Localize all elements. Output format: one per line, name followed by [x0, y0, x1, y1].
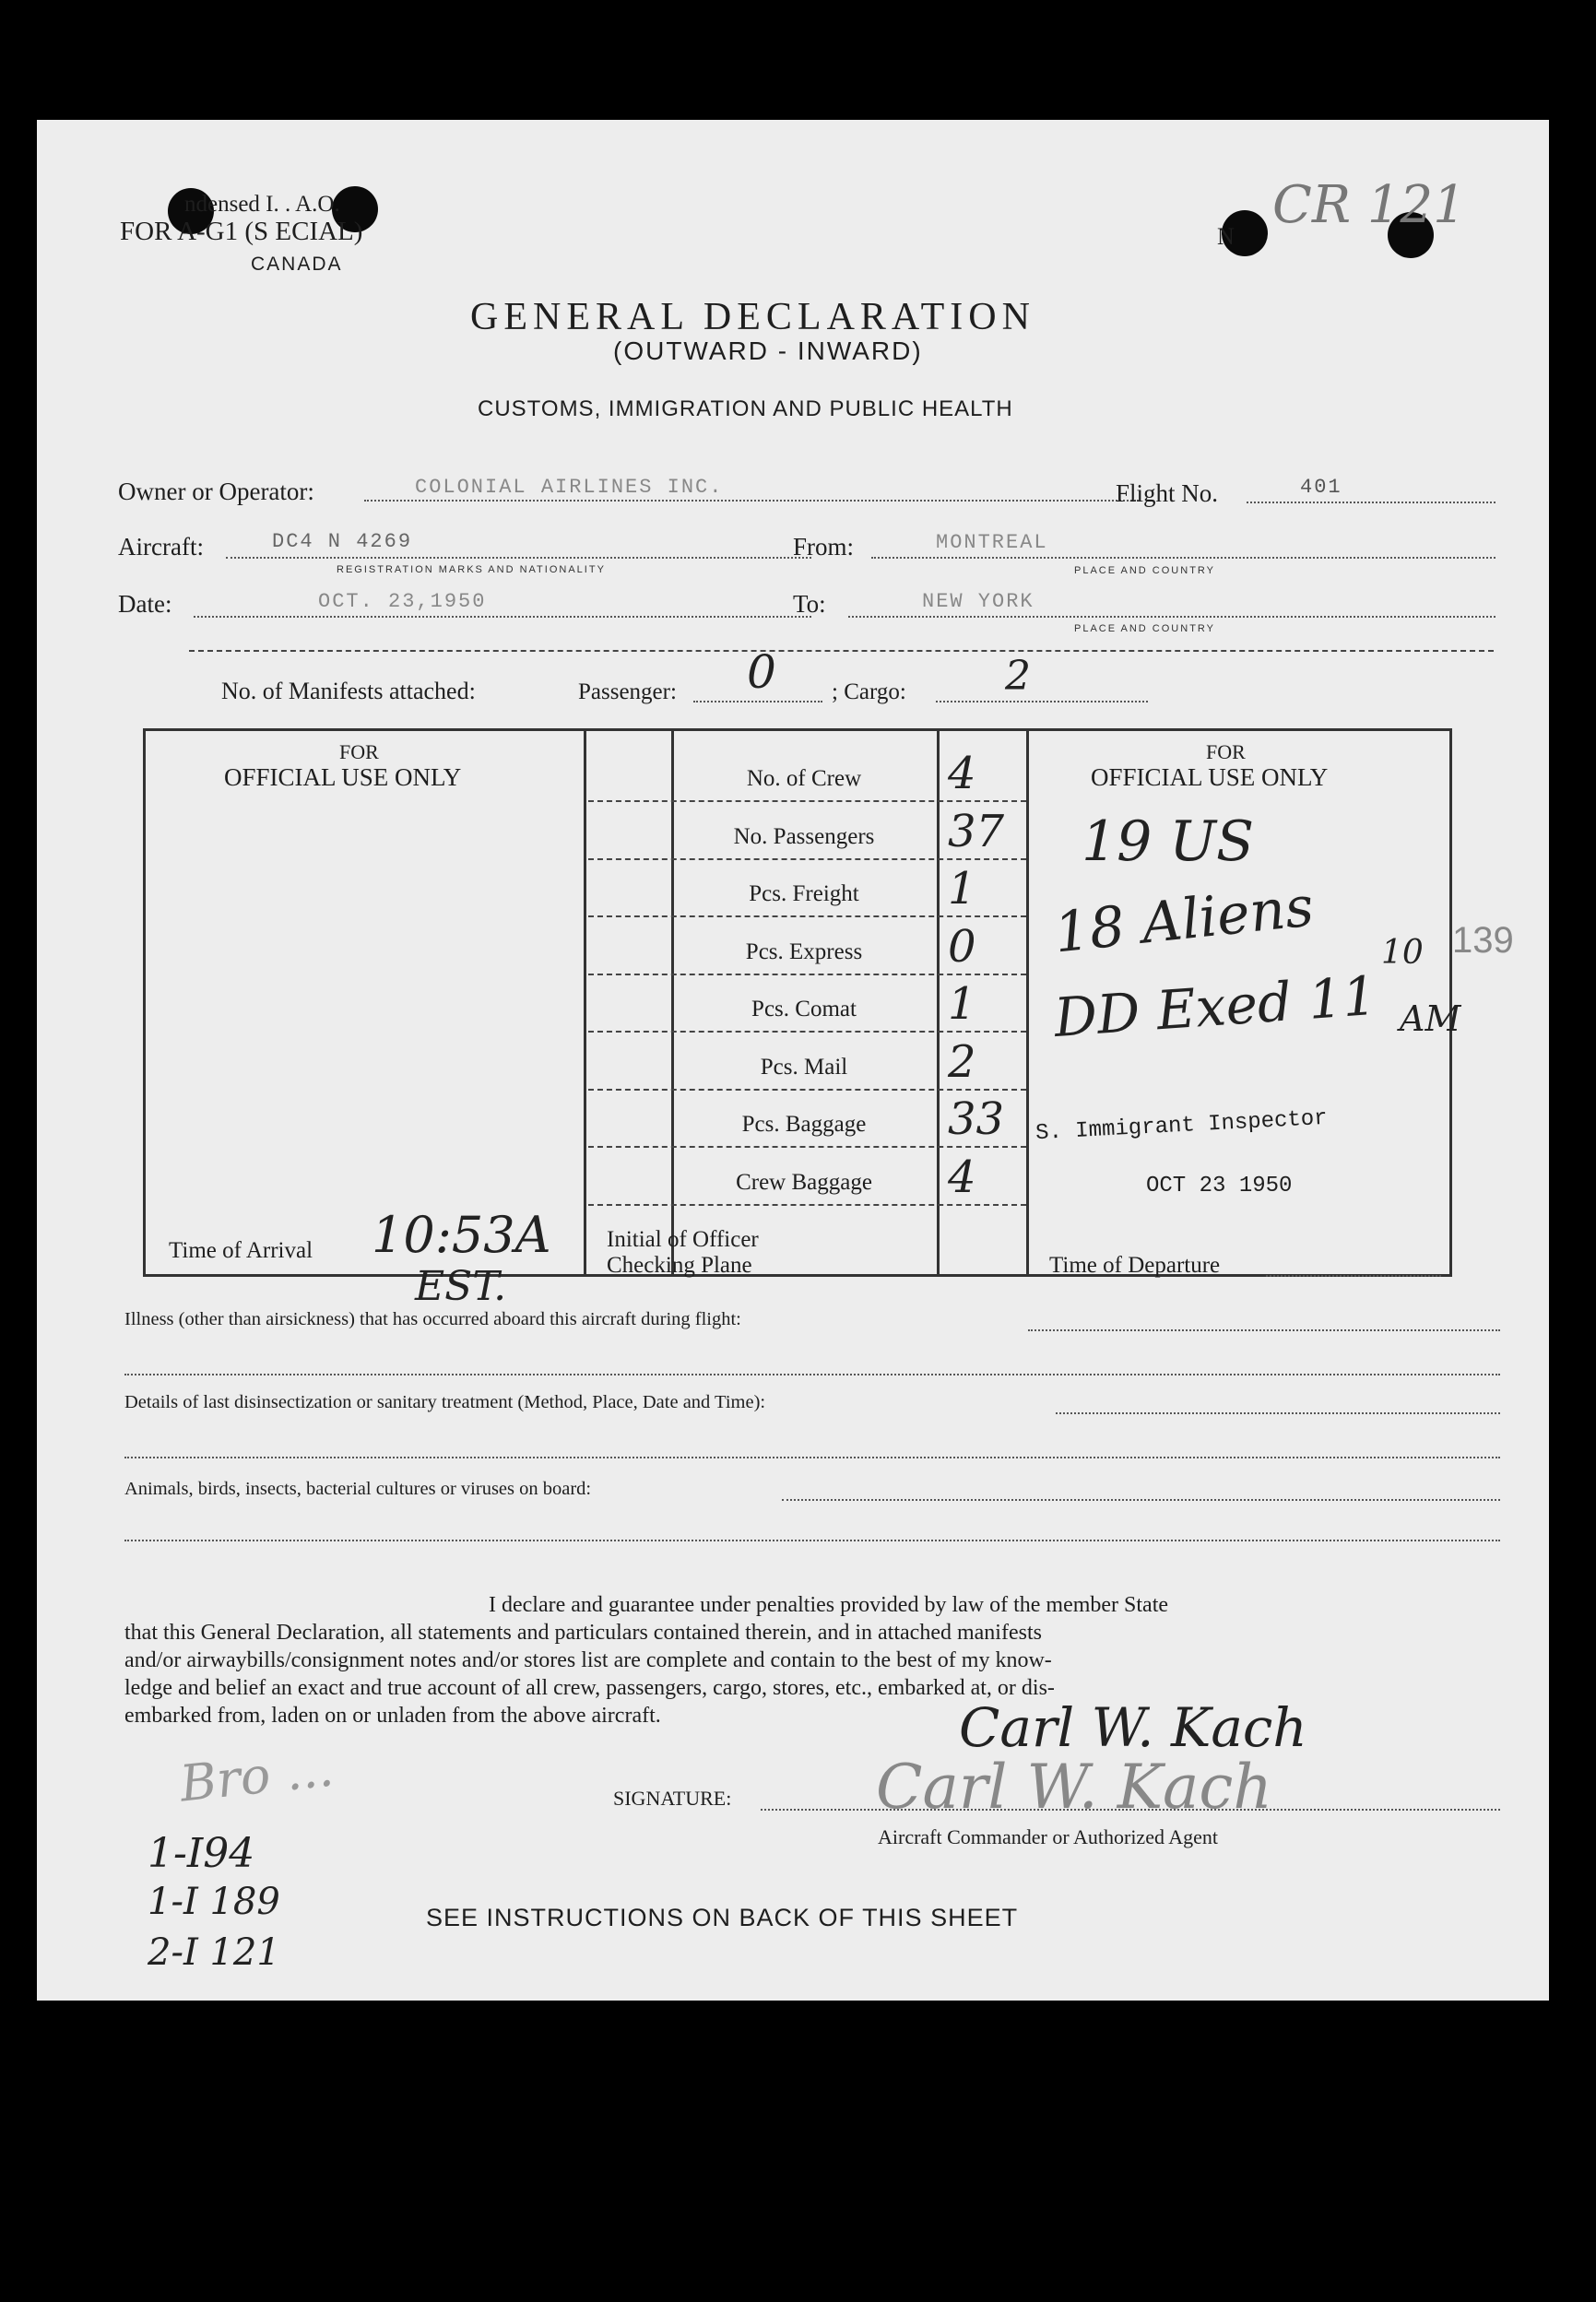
- row-label: Pcs. Express: [745, 939, 863, 964]
- signature-label: SIGNATURE:: [613, 1787, 732, 1810]
- note-minutes: 10: [1381, 934, 1424, 972]
- aircraft-value: DC4 N 4269: [272, 530, 413, 553]
- arrival-zone: EST.: [415, 1263, 507, 1310]
- to-value: NEW YORK: [922, 590, 1034, 613]
- declaration-line-3: and/or airwaybills/consignment notes and/or stores list are complete and contain to the best of my know-: [124, 1648, 1052, 1672]
- manifests-passenger-value: 0: [747, 645, 776, 699]
- form-code-line2: FOR A-G1 (S ECIAL): [120, 217, 363, 246]
- row-value: 33: [948, 1093, 1005, 1145]
- illness-line: [1028, 1329, 1500, 1331]
- ref-note-3: 2-I 121: [148, 1931, 280, 1974]
- row-rule: [588, 800, 1026, 802]
- manifests-cargo-value: 2: [1005, 653, 1031, 700]
- form-country: CANADA: [251, 254, 343, 275]
- aircraft-label: Aircraft:: [118, 533, 204, 561]
- row-rule: [588, 858, 1026, 860]
- row-value: 2: [948, 1035, 976, 1088]
- declaration-line-4: ledge and belief an exact and true account of all crew, passengers, cargo, stores, etc., embarked at, or dis-: [124, 1676, 1055, 1700]
- owner-label: Owner or Operator:: [118, 478, 314, 505]
- aircraft-line: [226, 557, 811, 559]
- date-label: Date:: [118, 590, 172, 618]
- to-note: PLACE AND COUNTRY: [1074, 623, 1215, 634]
- table-divider: [937, 731, 940, 1274]
- page-subheading: CUSTOMS, IMMIGRATION AND PUBLIC HEALTH: [478, 396, 1013, 421]
- signature-handwritten-top: Carl W. Kach: [959, 1696, 1307, 1759]
- row-value: 4: [948, 748, 976, 799]
- aircraft-note: REGISTRATION MARKS AND NATIONALITY: [337, 564, 606, 575]
- arrival-label: Time of Arrival: [169, 1238, 313, 1263]
- animals-line-2: [124, 1540, 1500, 1541]
- date-line: [194, 616, 811, 618]
- manifests-passenger-line: [693, 701, 822, 702]
- footer-instructions: SEE INSTRUCTIONS ON BACK OF THIS SHEET: [426, 1904, 1019, 1931]
- note-aliens: 18 Aliens: [1051, 874, 1317, 966]
- flight-value: 401: [1300, 476, 1342, 499]
- animals-label: Animals, birds, insects, bacterial cultures or viruses on board:: [124, 1479, 592, 1499]
- illness-label: Illness (other than airsickness) that has occurred aboard this aircraft during flight:: [124, 1309, 741, 1329]
- row-value: 0: [948, 920, 976, 973]
- left-for-label: FOR: [339, 740, 379, 763]
- from-note: PLACE AND COUNTRY: [1074, 565, 1215, 576]
- flight-line: [1247, 502, 1496, 503]
- form-number-label: N: [1217, 223, 1235, 250]
- row-rule: [588, 1204, 1026, 1206]
- manifests-passenger-label: Passenger:: [578, 679, 677, 704]
- row-value: 37: [948, 805, 1005, 857]
- disinsect-line-2: [124, 1457, 1500, 1458]
- note-ampm: AM: [1400, 998, 1461, 1039]
- manifests-cargo-line: [936, 701, 1148, 702]
- header-divider: [189, 650, 1494, 652]
- manifests-cargo-label: ; Cargo:: [832, 679, 906, 704]
- table-divider: [584, 731, 586, 1274]
- right-official-label: OFFICIAL USE ONLY: [1091, 763, 1329, 791]
- row-rule: [588, 1089, 1026, 1091]
- declaration-line-5: embarked from, laden on or unladen from the above aircraft.: [124, 1704, 661, 1728]
- manifests-label: No. of Manifests attached:: [221, 678, 476, 704]
- initial-label-1: Initial of Officer: [607, 1227, 759, 1252]
- signature-handwritten: Carl W. Kach: [876, 1752, 1272, 1823]
- row-label: Pcs. Freight: [749, 881, 859, 906]
- departure-line: [1266, 1275, 1441, 1277]
- row-rule: [588, 915, 1026, 917]
- stamp-date: OCT 23 1950: [1146, 1174, 1293, 1198]
- row-label: No. of Crew: [746, 766, 862, 791]
- signature-caption: Aircraft Commander or Authorized Agent: [878, 1825, 1219, 1848]
- declaration-sheet: [37, 120, 1549, 2001]
- form-number-value: CR 121: [1272, 175, 1466, 235]
- flight-label: Flight No.: [1116, 479, 1219, 507]
- ref-note-1: 1-I94: [148, 1830, 255, 1877]
- animals-line: [782, 1499, 1500, 1501]
- from-label: From:: [793, 533, 855, 561]
- to-line: [848, 616, 1496, 618]
- row-value: 4: [948, 1151, 976, 1203]
- row-value: 1: [948, 978, 976, 1030]
- illness-line-2: [124, 1374, 1500, 1375]
- departure-label: Time of Departure: [1049, 1253, 1221, 1278]
- stamp-title: S. Immigrant Inspector: [1034, 1105, 1329, 1147]
- row-label: Crew Baggage: [736, 1169, 872, 1195]
- row-value: 1: [948, 863, 976, 915]
- table-divider: [1026, 731, 1029, 1274]
- margin-number: 139: [1452, 920, 1514, 961]
- declaration-line-1: I declare and guarantee under penalties provided by law of the member State: [489, 1593, 1169, 1617]
- owner-value: COLONIAL AIRLINES INC.: [415, 476, 724, 499]
- clerk-note: Bro ...: [177, 1739, 337, 1813]
- page-title: GENERAL DECLARATION: [470, 296, 1035, 338]
- official-use-table: [143, 728, 1461, 1278]
- row-label: Pcs. Baggage: [741, 1112, 867, 1137]
- right-for-label: FOR: [1206, 740, 1246, 763]
- page-subtitle: (OUTWARD - INWARD): [613, 336, 923, 365]
- initial-label-2: Checking Plane: [607, 1253, 752, 1278]
- declaration-line-2: that this General Declaration, all statements and particulars contained therein, and in attached manifests: [124, 1621, 1042, 1645]
- arrival-value: 10:53A: [372, 1206, 551, 1264]
- row-rule: [588, 974, 1026, 975]
- row-rule: [588, 1146, 1026, 1148]
- owner-line: [364, 500, 1139, 502]
- date-value: OCT. 23,1950: [318, 590, 487, 613]
- note-disposition: DD Exed 11: [1052, 963, 1379, 1050]
- note-us: 19 US: [1082, 809, 1255, 874]
- disinsect-label: Details of last disinsectization or sanitary treatment (Method, Place, Date and Time):: [124, 1392, 766, 1412]
- from-line: [871, 557, 1496, 559]
- to-label: To:: [793, 590, 826, 618]
- row-label: Pcs. Mail: [760, 1054, 848, 1080]
- disinsect-line: [1056, 1412, 1500, 1414]
- form-code-line1: ndensed I. . A.O.: [184, 192, 340, 217]
- ref-note-2: 1-I 189: [148, 1881, 280, 1923]
- row-rule: [588, 1031, 1026, 1033]
- from-value: MONTREAL: [936, 531, 1048, 554]
- row-label: No. Passengers: [733, 823, 875, 849]
- row-label: Pcs. Comat: [751, 997, 857, 1021]
- left-official-label: OFFICIAL USE ONLY: [224, 763, 462, 791]
